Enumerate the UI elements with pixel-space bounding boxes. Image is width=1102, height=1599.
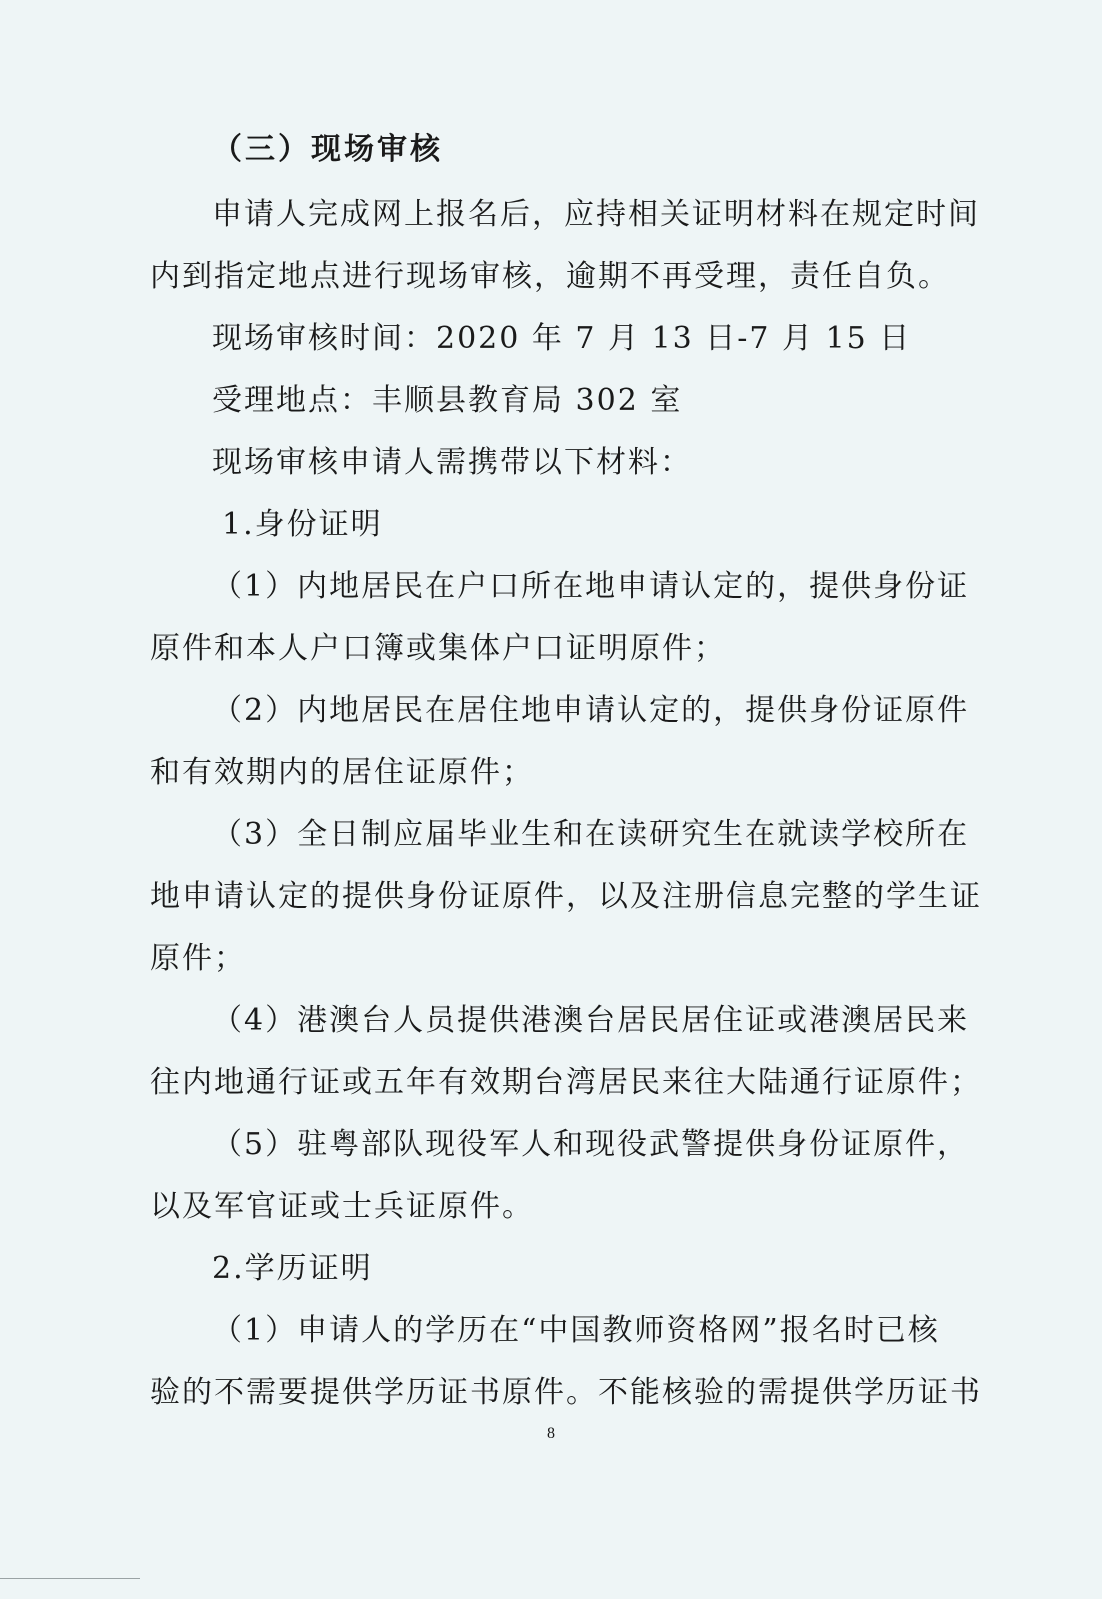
list-item-continuation: 地申请认定的提供身份证原件，以及注册信息完整的学生证 [150, 879, 982, 914]
review-time-line: 现场审核时间：2020 年 7 月 13 日-7 月 15 日 [212, 321, 912, 356]
list-item: （4）港澳台人员提供港澳台居民居住证或港澳居民来 [212, 1003, 970, 1038]
list-item-continuation: 原件和本人户口簿或集体户口证明原件； [150, 631, 726, 666]
subsection-title: 2.学历证明 [212, 1251, 373, 1286]
list-item-continuation: 以及军官证或士兵证原件。 [150, 1189, 534, 1224]
paragraph-line: 现场审核申请人需携带以下材料： [212, 445, 692, 480]
subsection-title: 1.身份证明 [222, 507, 383, 542]
list-item-continuation: 原件； [150, 941, 246, 976]
bottom-divider [0, 1578, 140, 1579]
list-item-continuation: 验的不需要提供学历证书原件。不能核验的需提供学历证书 [150, 1375, 982, 1410]
list-item: （5）驻粤部队现役军人和现役武警提供身份证原件， [212, 1127, 970, 1162]
list-item-continuation: 往内地通行证或五年有效期台湾居民来往大陆通行证原件； [150, 1065, 982, 1100]
page-number: 8 [547, 1425, 555, 1442]
paragraph-line: 申请人完成网上报名后，应持相关证明材料在规定时间 [212, 197, 980, 232]
list-item: （2）内地居民在居住地申请认定的，提供身份证原件 [212, 693, 970, 728]
list-item: （1）申请人的学历在“中国教师资格网”报名时已核 [212, 1313, 940, 1348]
list-item-continuation: 和有效期内的居住证原件； [150, 755, 534, 790]
list-item: （3）全日制应届毕业生和在读研究生在就读学校所在 [212, 817, 970, 852]
location-line: 受理地点：丰顺县教育局 302 室 [212, 383, 683, 418]
list-item: （1）内地居民在户口所在地申请认定的，提供身份证 [212, 569, 970, 604]
section-heading: （三）现场审核 [212, 132, 443, 167]
paragraph-line: 内到指定地点进行现场审核，逾期不再受理，责任自负。 [150, 259, 950, 294]
